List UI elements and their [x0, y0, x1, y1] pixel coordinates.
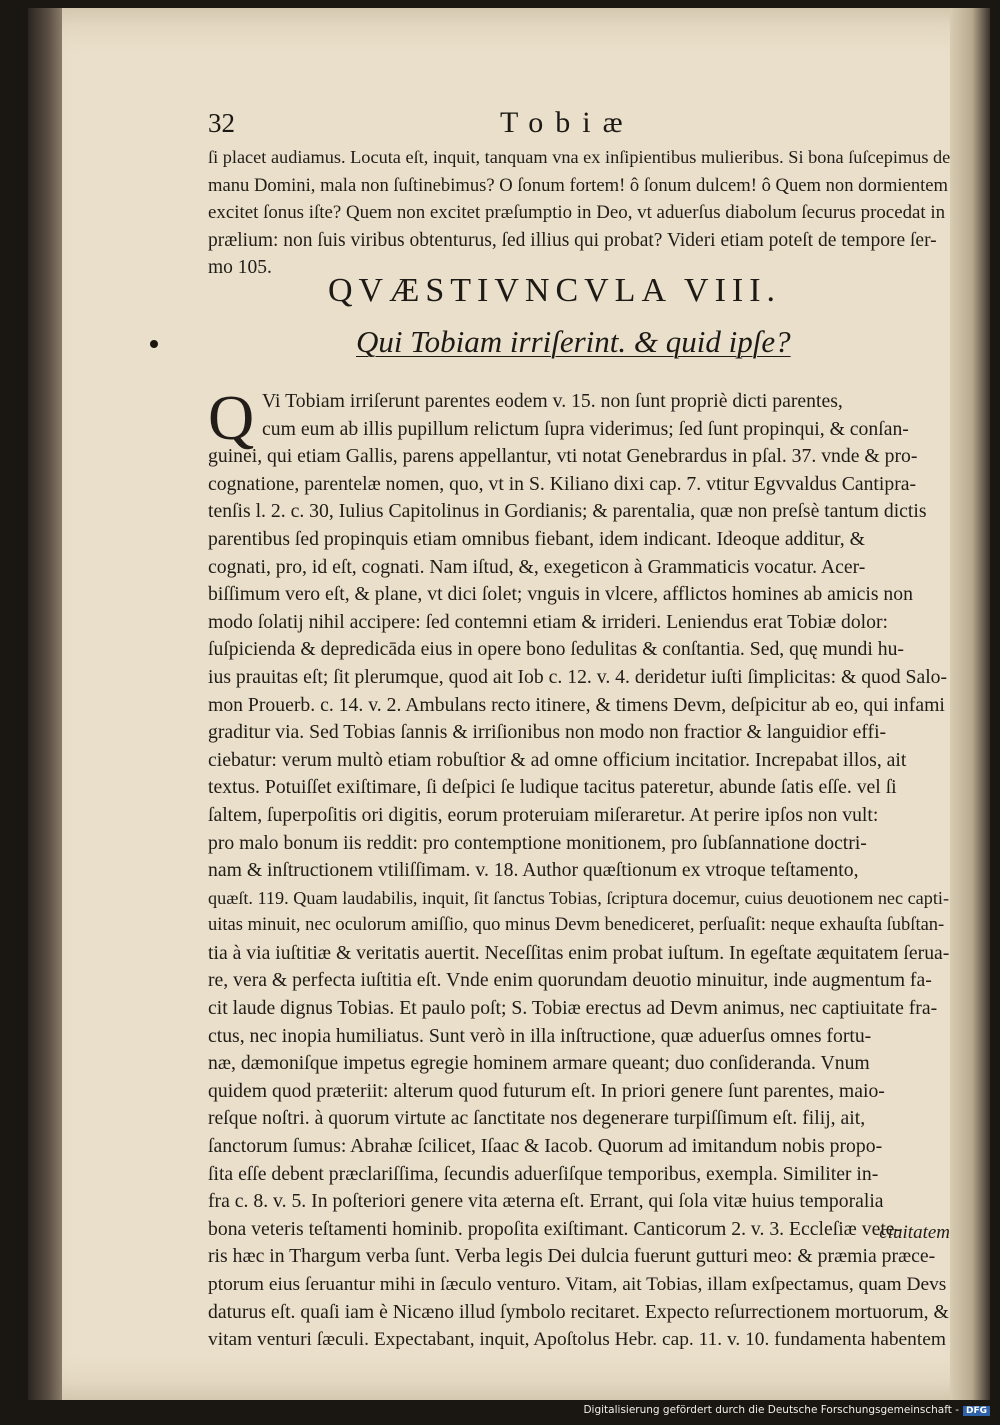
body-line: quidem quod præteriit: alterum quod futurum eſt. In priori genere ſunt parentes, maio-	[208, 1079, 885, 1102]
body-line: Vi Tobiam irriſerunt parentes eodem v. 15. non ſunt propriè dicti parentes,	[262, 390, 843, 412]
body-line: bona veteris teſtamenti hominib. propoſita exiſtimant. Canticorum 2. v. 3. Eccleſiæ vete-	[208, 1217, 902, 1240]
page-fore-edge	[950, 8, 990, 1400]
body-line: ſaltem, ſuperpoſitis ori digitis, eorum proteruiam miſeraretur. At perire ipſos non vult:	[208, 803, 879, 826]
book-gutter-edge	[28, 8, 62, 1400]
intro-paragraph	[208, 144, 950, 282]
body-line: cognati, pro, id eſt, cognati. Nam iſtud, &, exegeticon à Grammaticis vocatur. Acer-	[208, 555, 866, 578]
binding-hole	[150, 340, 158, 348]
running-head: Tobiæ	[500, 106, 635, 139]
body-line: re, vera & perfecta iuſtitia eſt. Vnde enim quorundam deuotio minuitur, inde augmentum fa-	[208, 969, 932, 992]
body-line: næ, dæmoniſque impetus egregie hominem armare queant; duo conſideranda. Vnum	[208, 1052, 870, 1075]
body-line: mon Prouerb. c. 14. v. 2. Ambulans recto itinere, & timens Devm, deſpicitur ab eo, qui infami	[208, 693, 945, 716]
body-line: graditur via. Sed Tobias ſannis & irriſionibus non modo non fractior & languidior effi-	[208, 721, 887, 744]
intro-line: mo 105.	[208, 257, 272, 279]
body-line: cum eum ab illis pupillum relictum ſupra viderimus; ſed ſunt propinqui, & conſan-	[262, 417, 909, 440]
body-line: textus. Potuiſſet exiſtimare, ſi deſpici ſe ludique tacitus pateretur, abunde ſatis eſſe. vel ſi	[208, 776, 897, 799]
body-line: ſita eſſe debent præclariſſima, ſecundis aduerſiſque temporibus, exempla. Similiter in-	[208, 1162, 879, 1185]
body-paragraph	[208, 382, 950, 1354]
body-line: ptorum eius ſeruantur mihi in ſæculo venturo. Vitam, ait Tobias, illam exſpectamus, quam Devs	[208, 1274, 947, 1295]
body-line: ris hæc in Thargum verba ſunt. Verba legis Dei dulcia fuerunt gutturi meo: & præmia præce-	[208, 1245, 936, 1268]
intro-line: manu Domini, mala non ſuſtinebimus? O ſonum fortem! ô ſonum dulcem! ô Quem non dormientem	[208, 174, 949, 196]
body-line: modo ſolatij nihil accipere: ſed contemni etiam & irrideri. Leniendus erat Tobiæ dolor:	[208, 610, 889, 633]
body-line: tia à via iuſtitiæ & veritatis auertit. Neceſſitas enim probat iuſtum. In egeſtate æquitatem ſerua-	[208, 941, 950, 964]
body-line: fra c. 8. v. 5. In poſteriori genere vita æterna eſt. Errant, qui ſola vitæ huius temporalia	[208, 1190, 884, 1213]
dfg-logo: DFG	[963, 1406, 990, 1416]
body-line: nam & inſtructionem vtiliſſimam. v. 18. Author quæſtionum ex vtroque teſtamento,	[208, 859, 859, 882]
body-line: quæſt. 119. Quam laudabilis, inquit, ſit ſanctus Tobias, ſcriptura docemur, cuius deuotionem nec capti-	[208, 887, 950, 908]
body-line: ſanctorum ſumus: Abrahæ ſcilicet, Iſaac & Iacob. Quorum ad imitandum nobis propo-	[208, 1135, 883, 1158]
intro-line: ſi placet audiamus. Locuta eſt, inquit, tanquam vna ex inſipientibus mulieribus. Si bona ſuſcepimus de	[208, 147, 950, 167]
drop-capital: Q	[208, 382, 255, 453]
body-line: cit laude dignus Tobias. Et paulo poſt; S. Tobiæ erectus ad Devm animus, nec captiuitate fra-	[208, 997, 938, 1020]
digitization-footer	[583, 1404, 990, 1416]
body-line: cognatione, parentelæ nomen, quo, vt in S. Kiliano dixi cap. 7. vtitur Egvvaldus Cantipra-	[208, 472, 917, 495]
footer-text: Digitalisierung gefördert durch die Deutsche Forschungsgemeinschaft -	[583, 1404, 959, 1416]
body-line: ciebatur: verum multò etiam robuſtior & ad omne officium incitatior. Increpabat illos, ait	[208, 748, 907, 771]
body-line: ctus, nec inopia humiliatus. Sunt verò in illa inſtructione, quæ aduerſus omnes fortu-	[208, 1024, 872, 1047]
body-line: ſuſpicienda & depredicāda eius in opere bono ſedulitas & conſtantia. Sed, quę mundi hu-	[208, 638, 904, 661]
page-number: 32	[208, 108, 235, 138]
section-subheading: Qui Tobiam irriſerint. & quid ipſe?	[356, 324, 791, 359]
catchword: ciuitatem	[879, 1222, 950, 1243]
intro-line: excitet ſonus iſte? Quem non excitet præſumptio in Deo, vt aduerſus diabolum ſecurus procedat in	[208, 202, 946, 224]
body-line: tenſis l. 2. c. 30, Iulius Capitolinus in Gordianis; & parentalia, quæ non preſsè tantum dictis	[208, 500, 927, 523]
body-line: ius prauitas eſt; ſit plerumque, quod ait Iob c. 12. v. 4. deridetur iuſti ſimplicitas: & quod Salo-	[208, 665, 948, 688]
body-line: biſſimum vero eſt, & plane, vt dici ſolet; vnguis in vlcere, afflictos homines ab amicis non	[208, 583, 913, 606]
section-heading: QVÆSTIVNCVLA VIII.	[328, 272, 782, 309]
body-line: pro malo bonum iis reddit: pro contemptione monitionem, pro ſubſannatione doctri-	[208, 831, 867, 854]
page-header	[208, 106, 948, 142]
body-line: daturus eſt. quaſi iam è Nicæno illud ſymbolo recitaret. Expecto reſurrectionem mortuorum, &	[208, 1300, 949, 1323]
intro-line: prælium: non ſuis viribus obtenturus, ſed illius qui probat? Videri etiam poteſt de tempore ſer-	[208, 229, 937, 251]
body-line: parentibus ſed propinquis etiam omnibus fiebant, idem indicant. Ideoque additur, &	[208, 527, 865, 550]
body-line: vitam venturi ſæculi. Expectabant, inquit, Apoſtolus Hebr. cap. 11. v. 10. fundamenta habentem	[208, 1329, 946, 1351]
body-line: uitas minuit, nec oculorum amiſſio, quo minus Devm benediceret, perſuaſit: neque exhauſta ſubſtan-	[208, 915, 945, 936]
body-line: reſque noſtri. à quorum virtute ac ſanctitate nos degenerare turpiſſimum eſt. filij, ait,	[208, 1107, 866, 1130]
body-line: guinei, qui etiam Gallis, parens appellantur, vti notat Genebrardus in pſal. 37. vnde & pro-	[208, 445, 918, 468]
